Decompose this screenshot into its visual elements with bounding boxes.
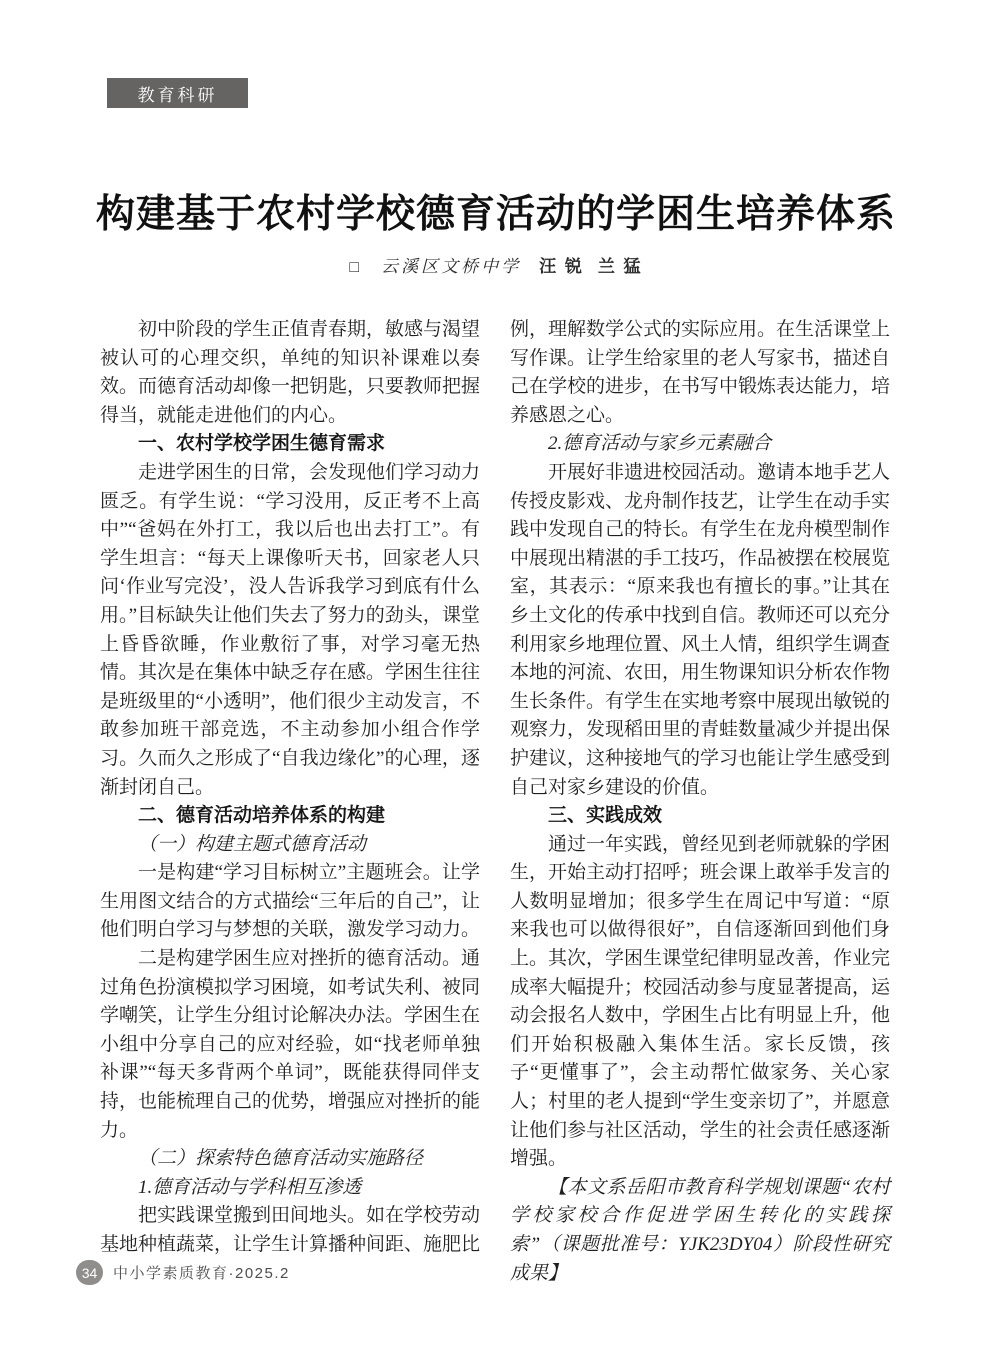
byline-square-marker: □ (349, 259, 360, 276)
body-paragraph: 把实践课堂搬到田间地头。如在学校劳动基地种植蔬菜，让学生计算播种间距、施肥比 (100, 1205, 481, 1255)
sub-subsection-heading: 1.德育活动与学科相互渗透 (138, 1176, 362, 1198)
section-heading: 三、实践成效 (548, 805, 663, 827)
author-names (539, 257, 642, 276)
subsection-heading: （二）探索特色德育活动实施路径 (138, 1148, 424, 1170)
author-name: 汪 锐 (539, 257, 584, 276)
section-heading: 二、德育活动培养体系的构建 (138, 805, 386, 827)
article-title: 构建基于农村学校德育活动的学困生培养体系 (95, 193, 896, 236)
author-affiliation: 云溪区文桥中学 (381, 257, 522, 276)
body-paragraph: 二是构建学困生应对挫折的德育活动。通过角色扮演模拟学习困境，如考试失利、被同学嘲笑，让学生分组讨论解决办法。学困生在小组中分享自己的应对经验，如“找老师单独补课”“每天多背两个单词”，既能获得同伴支持，也能梳理自己的优势，增强应对挫折的能力。 (100, 948, 481, 1141)
author-name: 兰 猛 (597, 257, 643, 276)
sub-subsection-heading: 2.德育活动与家乡元素融合 (548, 433, 772, 455)
left-column (100, 316, 480, 1288)
page-number-badge: 34 (76, 1260, 103, 1285)
body-paragraph: 走进学困生的日常，会发现他们学习动力匮乏。有学生说：“学习没用，反正考不上高中”“爸妈在外打工，我以后也出去打工”。有学生坦言：“每天上课像听天书，回家老人只问‘作业写完没’，没人告诉我学习到底有什么用。”目标缺失让他们失去了努力的劲头，课堂上昏昏欲睡，作业敷衍了事，对学习毫无热情。其次是在集体中缺乏存在感。学困生往往是班级里的“小透明”，他们很少主动发言，不敢参加班干部竞选，不主动参加小组合作学习。久而久之形成了“自我边缘化”的心理，逐渐封闭自己。 (100, 461, 481, 798)
funding-note: 【本文系岳阳市教育科学规划课题“农村学校家校合作促进学困生转化的实践探索”（课题批准号：YJK23DY04）阶段性研究成果】 (510, 1176, 890, 1284)
article-body (100, 316, 890, 1288)
page-footer (76, 1260, 290, 1285)
byline (0, 252, 992, 277)
category-badge: 教育科研 (107, 78, 248, 108)
section-heading: 一、农村学校学困生德育需求 (138, 433, 386, 455)
subsection-heading: （一）构建主题式德育活动 (138, 833, 367, 855)
journal-name: 中小学素质教育·2025.2 (113, 1265, 290, 1282)
body-paragraph: 一是构建“学习目标树立”主题班会。让学生用图文结合的方式描绘“三年后的自己”，让他们明白学习与梦想的关联，激发学习动力。 (100, 862, 481, 941)
body-paragraph-continued: 例，理解数学公式的实际应用。在生活课堂上写作课。让学生给家里的老人写家书，描述自己在学校的进步，在书写中锻炼表达能力，培养感恩之心。 (510, 319, 891, 426)
body-paragraph: 开展好非遗进校园活动。邀请本地手艺人传授皮影戏、龙舟制作技艺，让学生在动手实践中发现自己的特长。有学生在龙舟模型制作中展现出精湛的手工技巧，作品被摆在校展览室，其表示：“原来我也有擅长的事。”让其在乡土文化的传承中找到自信。教师还可以充分利用家乡地理位置、风土人情，组织学生调查本地的河流、农田，用生物课知识分析农作物生长条件。有学生在实地考察中展现出敏锐的观察力，发现稻田里的青蛙数量减少并提出保护建议，这种接地气的学习也能让学生感受到自己对家乡建设的价值。 (510, 461, 891, 798)
right-column (510, 316, 890, 1288)
body-paragraph: 通过一年实践，曾经见到老师就躲的学困生，开始主动打招呼；班会课上敢举手发言的人数明显增加；很多学生在周记中写道：“原来我也可以做得很好”，自信逐渐回到他们身上。其次，学困生课堂纪律明显改善，作业完成率大幅提升；校园活动参与度显著提高，运动会报名人数中，学困生占比有明显上升，他们开始积极融入集体生活。家长反馈，孩子“更懂事了”，会主动帮忙做家务、关心家人；村里的老人提到“学生变亲切了”，并愿意让他们参与社区活动，学生的社会责任感逐渐增强。 (510, 833, 891, 1170)
body-paragraph: 初中阶段的学生正值青春期，敏感与渴望被认可的心理交织，单纯的知识补课难以奏效。而德育活动却像一把钥匙，只要教师把握得当，就能走进他们的内心。 (100, 319, 481, 426)
